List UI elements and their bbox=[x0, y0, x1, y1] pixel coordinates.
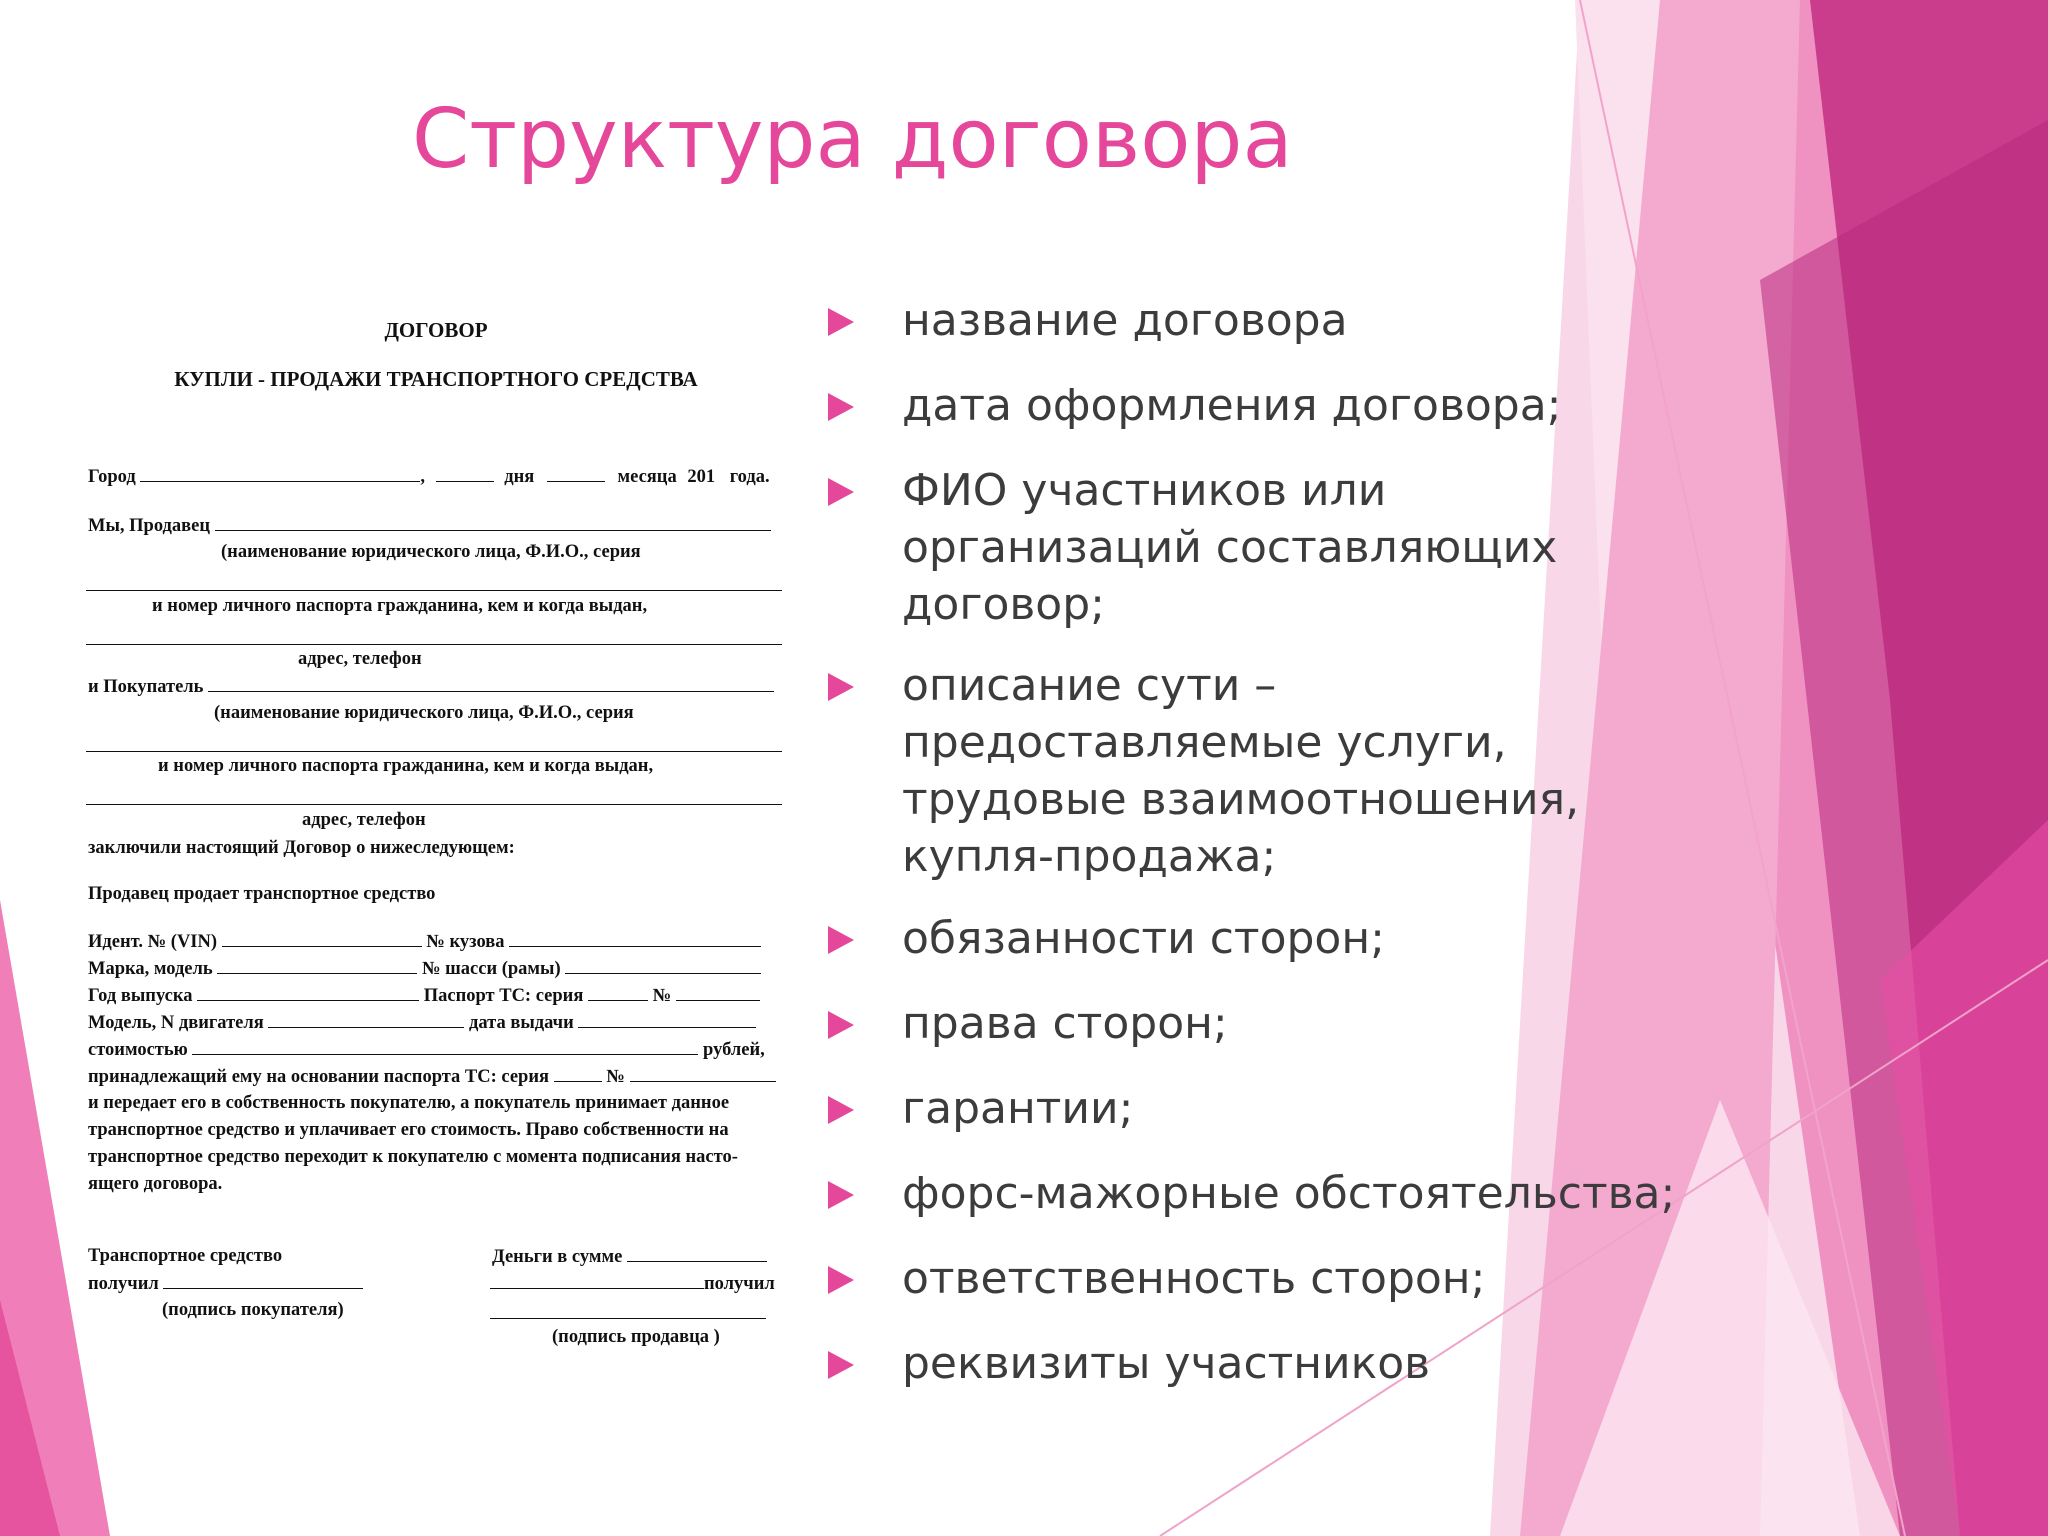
triangle-right-icon bbox=[828, 926, 854, 954]
bullet-text: дата оформления договора; bbox=[902, 380, 1562, 431]
bullet-text: ответственность сторон; bbox=[902, 1253, 1486, 1304]
doc-seller-note: адрес, телефон bbox=[298, 649, 422, 669]
triangle-right-icon bbox=[828, 393, 854, 421]
triangle-right-icon bbox=[828, 1266, 854, 1294]
bullet-text: форс-мажорные обстоятельства; bbox=[902, 1168, 1676, 1219]
doc-owned-line: принадлежащий ему на основании паспорта ТС: серия № bbox=[88, 1067, 776, 1087]
doc-text: Продавец продает транспортное средство bbox=[88, 884, 436, 904]
doc-seller-sign: (подпись продавца ) bbox=[552, 1327, 720, 1347]
doc-received-line: получил bbox=[88, 1274, 363, 1294]
bullet-text: права сторон; bbox=[902, 998, 1228, 1049]
doc-heading: ДОГОВОР bbox=[384, 318, 488, 342]
doc-vin-line: Идент. № (VIN) № кузова bbox=[88, 932, 761, 952]
triangle-right-icon bbox=[828, 1181, 854, 1209]
doc-city-line: Город , дня месяца 201 года. bbox=[88, 467, 770, 487]
doc-text: заключили настоящий Договор о нижеследующем: bbox=[88, 838, 515, 858]
bullet-text: обязанности сторон; bbox=[902, 913, 1385, 964]
doc-paragraph: ящего договора. bbox=[88, 1174, 223, 1194]
doc-paragraph: транспортное средство переходит к покупателю с момента подписания насто- bbox=[88, 1147, 738, 1167]
doc-seller-line: Мы, Продавец bbox=[88, 516, 771, 536]
triangle-right-icon bbox=[828, 1096, 854, 1124]
doc-seller-note: и номер личного паспорта гражданина, кем и когда выдан, bbox=[152, 596, 648, 616]
triangle-right-icon bbox=[828, 1011, 854, 1039]
doc-buyer-note: и номер личного паспорта гражданина, кем и когда выдан, bbox=[158, 756, 654, 776]
doc-paragraph: и передает его в собственность покупателю, а покупатель принимает данное bbox=[88, 1093, 730, 1113]
bullet-text: реквизиты участников bbox=[902, 1338, 1431, 1389]
doc-money-line: Деньги в сумме bbox=[492, 1247, 767, 1267]
triangle-right-icon bbox=[828, 478, 854, 506]
doc-engine-line: Модель, N двигателя дата выдачи bbox=[88, 1013, 756, 1033]
doc-buyer-note: (наименование юридического лица, Ф.И.О., серия bbox=[214, 703, 634, 723]
doc-seller-note: (наименование юридического лица, Ф.И.О., серия bbox=[221, 542, 641, 562]
doc-paragraph: транспортное средство и уплачивает его стоимость. Право собственности на bbox=[88, 1120, 729, 1140]
triangle-right-icon bbox=[828, 673, 854, 701]
bullet-text: ФИО участников или организаций составляющих договор; bbox=[902, 465, 1558, 630]
triangle-right-icon bbox=[828, 308, 854, 336]
bullet-text: гарантии; bbox=[902, 1083, 1134, 1134]
triangle-right-icon bbox=[828, 1351, 854, 1379]
bullet-text: описание сути – предоставляемые услуги, трудовые взаимоотношения, купля-продажа; bbox=[902, 660, 1580, 882]
doc-buyer-sign: (подпись покупателя) bbox=[162, 1300, 344, 1320]
doc-vehicle-label: Транспортное средство bbox=[88, 1246, 283, 1266]
doc-buyer-note: адрес, телефон bbox=[302, 810, 426, 830]
doc-make-line: Марка, модель № шасси (рамы) bbox=[88, 959, 761, 979]
doc-money-received: получил bbox=[490, 1274, 775, 1294]
contract-document bbox=[86, 300, 786, 1360]
slide-title: Структура договора bbox=[412, 92, 1293, 187]
doc-year-line: Год выпуска Паспорт ТС: серия № bbox=[88, 986, 760, 1006]
doc-subheading: КУПЛИ - ПРОДАЖИ ТРАНСПОРТНОГО СРЕДСТВА bbox=[174, 367, 698, 391]
bullet-text: название договора bbox=[902, 295, 1348, 346]
doc-buyer-line: и Покупатель bbox=[88, 677, 774, 697]
doc-cost-line: стоимостью рублей, bbox=[88, 1040, 765, 1060]
